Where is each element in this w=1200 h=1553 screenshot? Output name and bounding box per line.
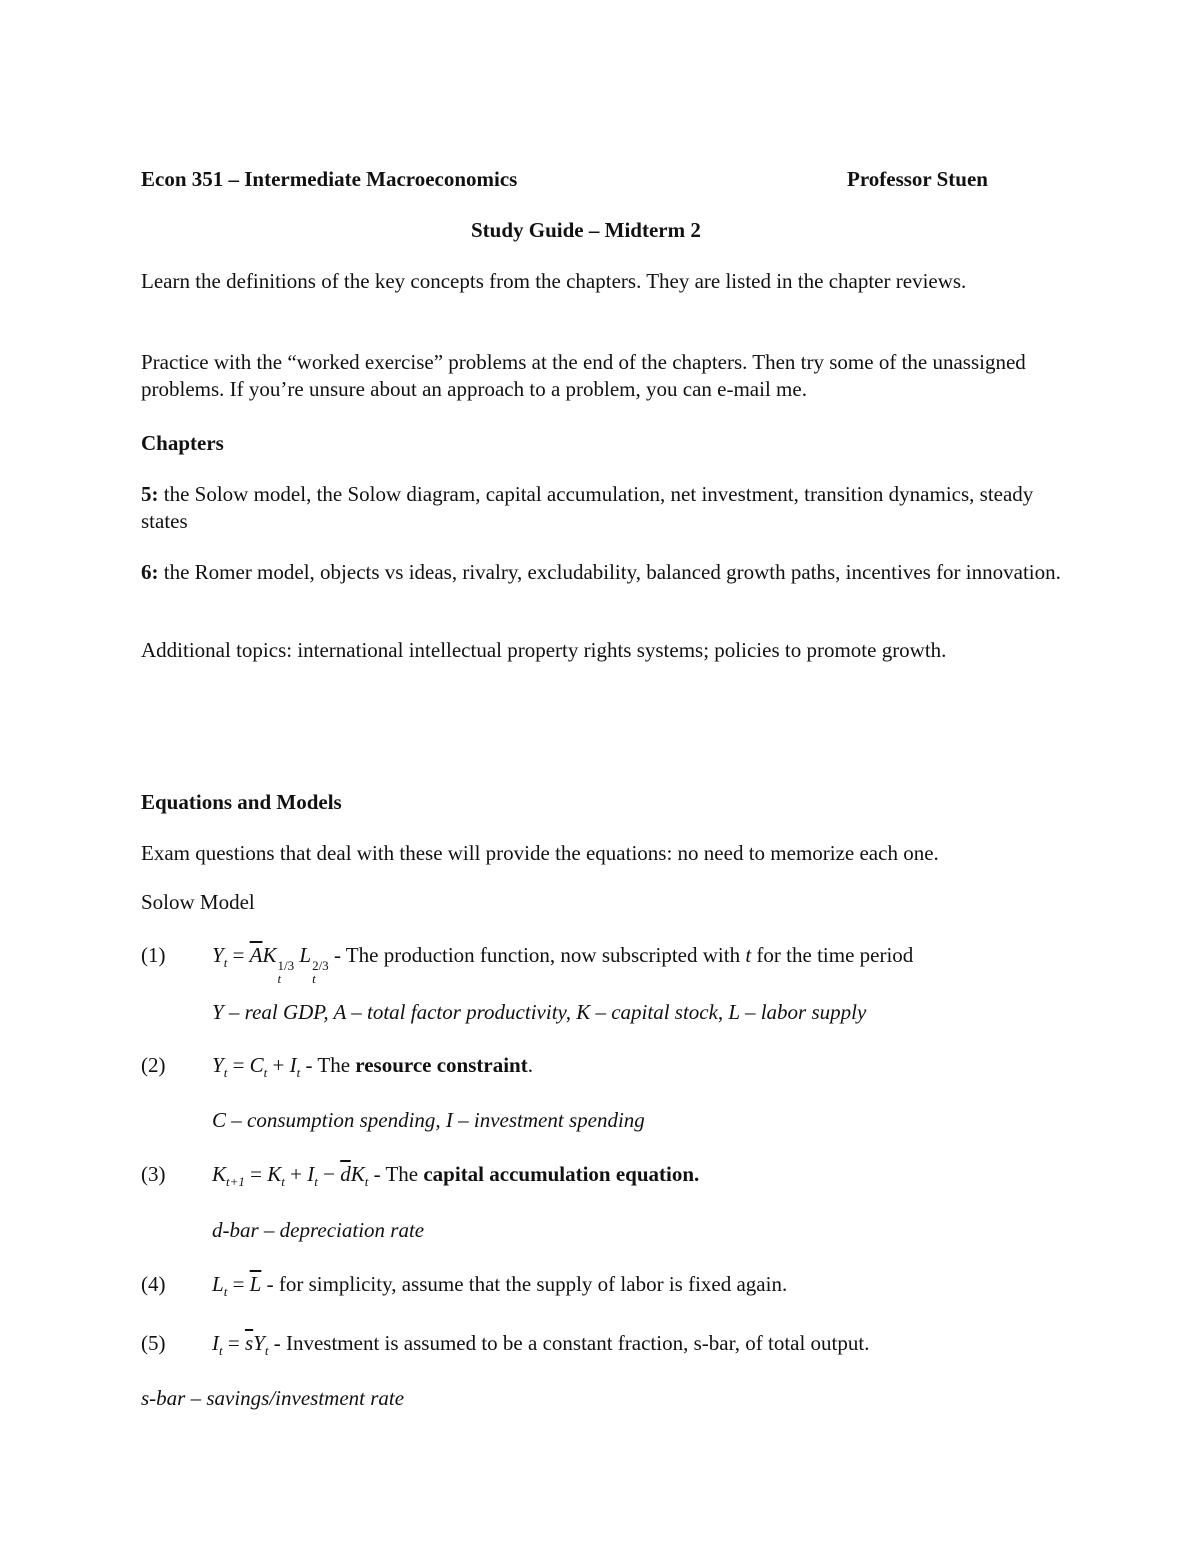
equation-1-number: (1) [141,943,166,967]
intro-paragraph-1: Learn the definitions of the key concepts from the chapters. They are listed in the chapter reviews. [141,269,967,293]
chapter-6-number: 6: [141,560,159,584]
equation-3-formula: $K_{t+1} = K_t + I_t - \overline{d}K_t$ [212,1162,369,1190]
equation-5-formula: $I_t = \overline{s}Y_t$ [212,1331,269,1359]
equation-4-desc: - for simplicity, assume that the supply of labor is fixed again. [261,1272,788,1296]
equation-5-desc: - Investment is assumed to be a constant fraction, s-bar, of total output. [268,1331,870,1355]
equation-3-line [212,1162,699,1190]
equation-4-number: (4) [141,1272,166,1296]
chapter-5-number: 5: [141,482,159,506]
equation-2-note: C – consumption spending, I – investment spending [212,1108,645,1132]
chapter-5-item [141,481,1061,535]
equation-3-desc-bold: capital accumulation equation. [423,1162,700,1186]
equation-2-line [212,1053,533,1081]
equation-4-formula: $L_t = \overline{L}$ [212,1272,262,1300]
equation-2-desc-bold: resource constraint [355,1053,528,1077]
equation-5-line [212,1331,869,1359]
equation-3-note: d-bar – depreciation rate [212,1218,425,1242]
professor-name: Professor Stuen [847,167,988,191]
chapter-5-topics: the Solow model, the Solow diagram, capital accumulation, net investment, transition dynamics, steady states [141,482,1034,533]
savings-rate-note: s-bar – savings/investment rate [141,1386,405,1410]
chapters-heading: Chapters [141,431,224,455]
equation-1-note: Y – real GDP, A – total factor productivity, K – capital stock, L – labor supply [212,1000,867,1024]
course-title: Econ 351 – Intermediate Macroeconomics [141,167,518,191]
equation-2-desc-b: . [527,1053,533,1077]
additional-topics: Additional topics: international intellectual property rights systems; policies to promote growth. [141,638,947,662]
equations-note: Exam questions that deal with these will provide the equations: no need to memorize each one. [141,841,939,865]
equation-3-number: (3) [141,1162,166,1186]
equation-1-formula: $Y_t = \overline{A}K$ 1/3 t L 2/3 t [212,943,329,986]
equation-2-desc-a: - The [300,1053,356,1077]
chapter-6-item [141,559,1061,586]
equation-1-line [212,943,913,985]
equation-1-desc-b: for the time period [751,943,914,967]
equation-1-desc-var: t [745,943,752,967]
intro-paragraph-2: Practice with the “worked exercise” problems at the end of the chapters. Then try some of the unassigned problems. If you’re unsure about an approach to a problem, you can e-mail me. [141,350,1026,401]
guide-title: Study Guide – Midterm 2 [471,218,701,242]
equation-3-desc-a: - The [368,1162,424,1186]
equation-4-line [212,1272,787,1300]
equation-2-number: (2) [141,1053,166,1077]
equations-heading: Equations and Models [141,790,342,814]
equation-2-formula: $Y_t = C_t + I_t$ [212,1053,301,1081]
equation-5-number: (5) [141,1331,166,1355]
chapter-6-topics: the Romer model, objects vs ideas, rivalry, excludability, balanced growth paths, incentives for innovation. [158,560,1061,584]
model-name: Solow Model [141,890,255,914]
equation-1-desc-a: - The production function, now subscripted with [328,943,746,967]
